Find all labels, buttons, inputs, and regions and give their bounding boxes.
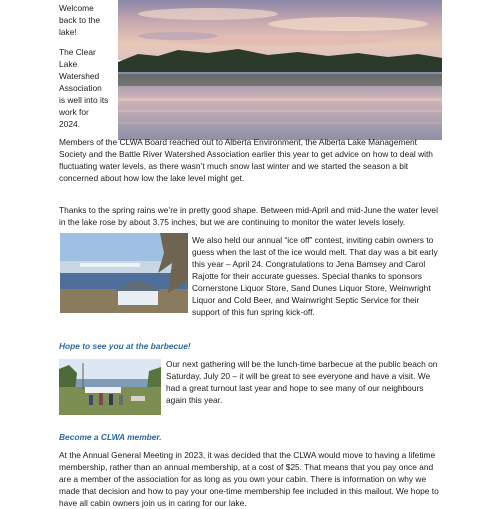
barbecue-heading: Hope to see you at the barbecue! — [59, 341, 191, 351]
association-intro-text: The Clear Lake Watershed Association is well into its work for 2024. — [59, 47, 109, 129]
ice-off-contest-paragraph: We also held our annual “ice off” contest, inviting cabin owners to guess when the last of the ice would melt. That day was a bit early this year – April 24. Congratulations to Jena Bamsey and Carol Rajotte for their accurate guesses. Special thanks to sponsors Cornerstone Liquor Store, Sand Dunes Liquor Store, Weinwright Liquor and Cold Beer, and Wainwright Septic Service for their support of this fun spring kick-off. — [192, 235, 438, 317]
membership-paragraph: At the Annual General Meeting in 2023, it was decided that the CLWA would move to having a lifetime membership, rather than an annual membership, at a cost of $25. That means that you pay once and are a member of the association for as long as you own your cabin. There is information on why we made that decision and how to pay your one-time membership fee included in this mailout. We hope to have all cabin owners join us in caring for our lake. — [59, 450, 439, 508]
spring-rains-paragraph: Thanks to the spring rains we’re in pretty good shape. Between mid-April and mid-June the water level in the lake rose by about 3.75 inches, but we are continuing to monitor the water levels losely. — [59, 205, 438, 227]
barbecue-photo — [59, 359, 161, 415]
lake-sunset-photo — [118, 0, 442, 140]
board-outreach-paragraph: Members of the CLWA Board reached out to Alberta Environment, the Alberta Lake Management Society and the Battle River Watershed Association earlier this year to get advice on how to deal with fluctuating water levels, as there wasn’t much snow last winter and we started the season a bit concerned about how low the lake level might get. — [59, 137, 433, 183]
welcome-text: Welcome back to the lake! — [59, 3, 100, 37]
ice-off-photo — [60, 233, 188, 313]
membership-heading: Become a CLWA member. — [59, 432, 162, 442]
barbecue-paragraph: Our next gathering will be the lunch-time barbecue at the public beach on Saturday, July 20 – it will be great to see everyone and have a visit. We had a great turnout last year and hope to see many of our neighbours again this year. — [166, 359, 438, 405]
